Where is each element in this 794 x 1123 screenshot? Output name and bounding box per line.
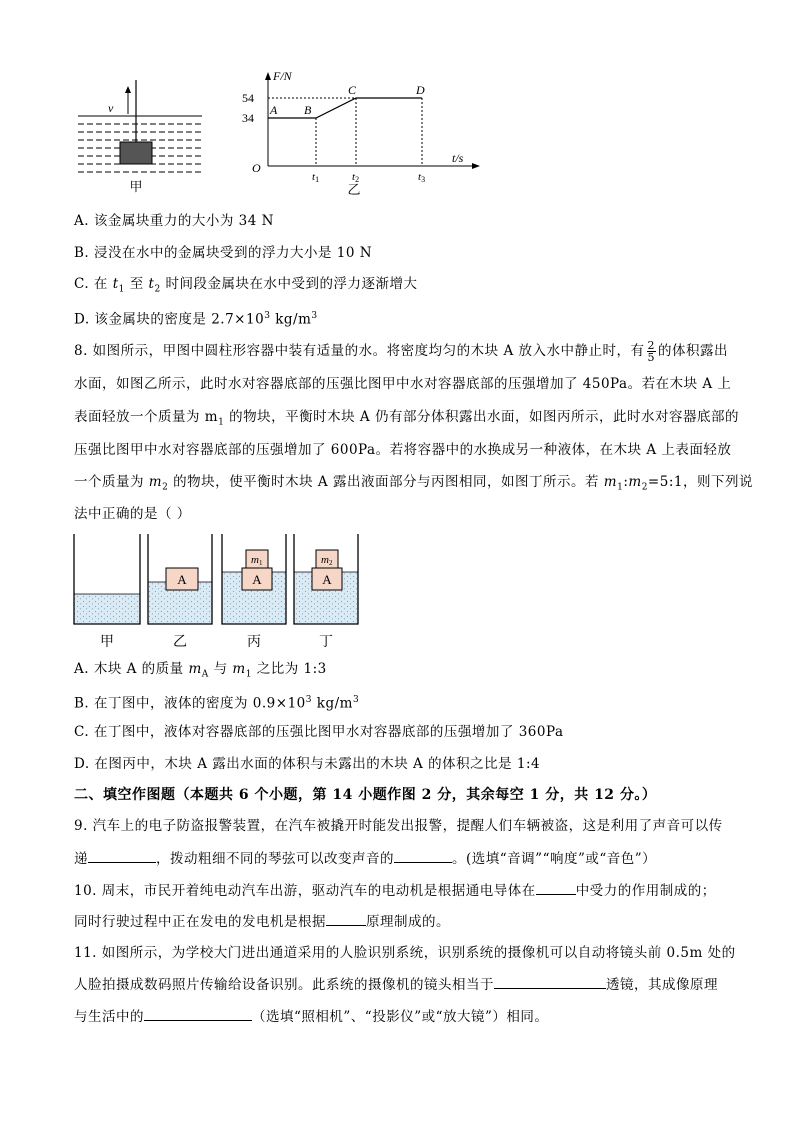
q11-line-3: 与生活中的 （选填“照相机”、“投影仪”或“放大镜”）相同。 (74, 1006, 548, 1027)
point-A: A (270, 103, 278, 117)
q7-option-a: A. 该金属块重力的大小为 34 N (74, 213, 274, 229)
q10-blank-2[interactable] (326, 911, 366, 926)
x-tick-t1: t1 (312, 171, 320, 184)
caption-ding-8: 丁 (319, 635, 333, 650)
fraction-2-5: $\frac{2}{5}$ (647, 339, 656, 364)
caption-bing-8: 丙 (247, 635, 261, 650)
svg-text:A: A (252, 572, 262, 587)
q9-blank-1[interactable] (88, 848, 156, 863)
q8-line-1: 8. 如图所示，甲图中圆柱形容器中装有适量的水。将密度均匀的木块 A 放入水中静止时，有 $\frac{2}{5}$ 的体积露出 (74, 339, 729, 364)
svg-text:A: A (177, 572, 187, 587)
velocity-label: v (108, 101, 114, 115)
metal-block (120, 142, 152, 164)
caption-jia-8: 甲 (100, 635, 114, 650)
q8-line-6: 法中正确的是（ ） (74, 506, 191, 522)
point-D: D (416, 83, 425, 97)
q8-option-c: C. 在丁图中，液体对容器底部的压强比图甲水对容器底部的压强增加了 360Pa (74, 724, 564, 740)
caption-jia: 甲 (129, 179, 143, 194)
y-tick-34: 34 (242, 111, 254, 125)
q10-line-2: 同时行驶过程中正在发电的发电机是根据 原理制成的。 (74, 911, 450, 932)
svg-text:m2: m2 (321, 554, 333, 567)
section-2-title: 二、填空作图题（本题共 6 个小题，第 14 小题作图 2 分，其余每空 1 分，共 12 分。） (74, 787, 657, 803)
q7-option-d: D. 该金属块的密度是 $2.7\times 10^3$ $kg/m^3$ (74, 311, 318, 328)
container-yi (148, 534, 212, 624)
q10-blank-1[interactable] (536, 880, 576, 895)
q9-line-1: 9. 汽车上的电子防盗报警装置，在汽车被撬开时能发出报警，提醒人们车辆被盗，这是利用了声音可以传 (74, 818, 723, 834)
q8-option-a: A. 木块 A 的质量 $m_A$ 与 $m_1$ 之比为 1:3 (74, 661, 327, 680)
x-tick-t2: t2 (352, 171, 360, 184)
svg-text:m1: m1 (251, 554, 263, 567)
svg-text:A: A (322, 572, 332, 587)
figure-7-yi-chart (236, 66, 486, 198)
force-curve (268, 98, 422, 118)
point-C: C (348, 83, 357, 97)
q11-blank-1[interactable] (494, 974, 606, 989)
origin-label: O (252, 161, 261, 175)
q11-line-1: 11. 如图所示，为学校大门进出通道采用的人脸识别系统，识别系统的摄像机可以自动将镜头前 0.5m 处的 (74, 945, 736, 961)
q11-blank-2[interactable] (144, 1006, 252, 1021)
q9-line-2: 递 ，拨动粗细不同的琴弦可以改变声音的 。(选填“音调”“响度”或“音色”） (74, 848, 656, 869)
q10-line-1: 10. 周末，市民开着纯电动汽车出游，驱动汽车的电动机是根据通电导体在 中受力的作用制成的； (74, 880, 716, 901)
y-tick-54: 54 (242, 91, 254, 105)
q11-line-2: 人脸拍摄成数码照片传输给设备识别。此系统的摄像机的镜头相当于 透镜，其成像原理 (74, 974, 718, 995)
q8-line-2: 水面，如图乙所示，此时水对容器底部的压强比图甲中水对容器底部的压强增加了 450Pa。若在木块 A 上 (74, 376, 732, 392)
q8-option-b: B. 在丁图中，液体的密度为 $0.9\times 10^3$ $kg/m^3$ (74, 695, 360, 712)
caption-yi: 乙 (347, 182, 361, 197)
container-ding (294, 534, 358, 624)
q7-option-b: B. 浸没在水中的金属块受到的浮力大小是 10 N (74, 245, 373, 261)
q8-line-4: 压强比图甲中水对容器底部的压强增加了 600Pa。若将容器中的水换成另一种液体，在木块 A 上表面轻放 (74, 442, 732, 458)
q7-option-c: C. 在 $t_1$ 至 $t_2$ 时间段金属块在水中受到的浮力逐渐增大 (74, 276, 418, 295)
q8-line-3: 表面轻放一个质量为 $m_1$ 的物块，平衡时木块 A 仍有部分体积露出水面，如图丙所示，此时水对容器底部的 (74, 409, 739, 428)
figure-8-containers (70, 530, 370, 654)
q8-option-d: D. 在图丙中，木块 A 露出水面的体积与未露出的木块 A 的体积之比是 1:4 (74, 756, 541, 772)
figure-7-jia (74, 78, 214, 196)
x-tick-t3: t3 (418, 171, 426, 184)
container-bing (222, 534, 286, 624)
q8-line-5: 一个质量为 $m_2$ 的物块，使平衡时木块 A 露出液面部分与丙图相同，如图丁所示。若 $m_1:m_2=5:1$，则下列说 (74, 474, 753, 493)
x-axis-label: t/s (452, 151, 464, 165)
point-B: B (304, 103, 312, 117)
caption-yi-8: 乙 (173, 635, 187, 650)
q9-blank-2[interactable] (394, 848, 452, 863)
y-axis-label: F/N (273, 69, 292, 83)
container-jia (74, 534, 140, 624)
